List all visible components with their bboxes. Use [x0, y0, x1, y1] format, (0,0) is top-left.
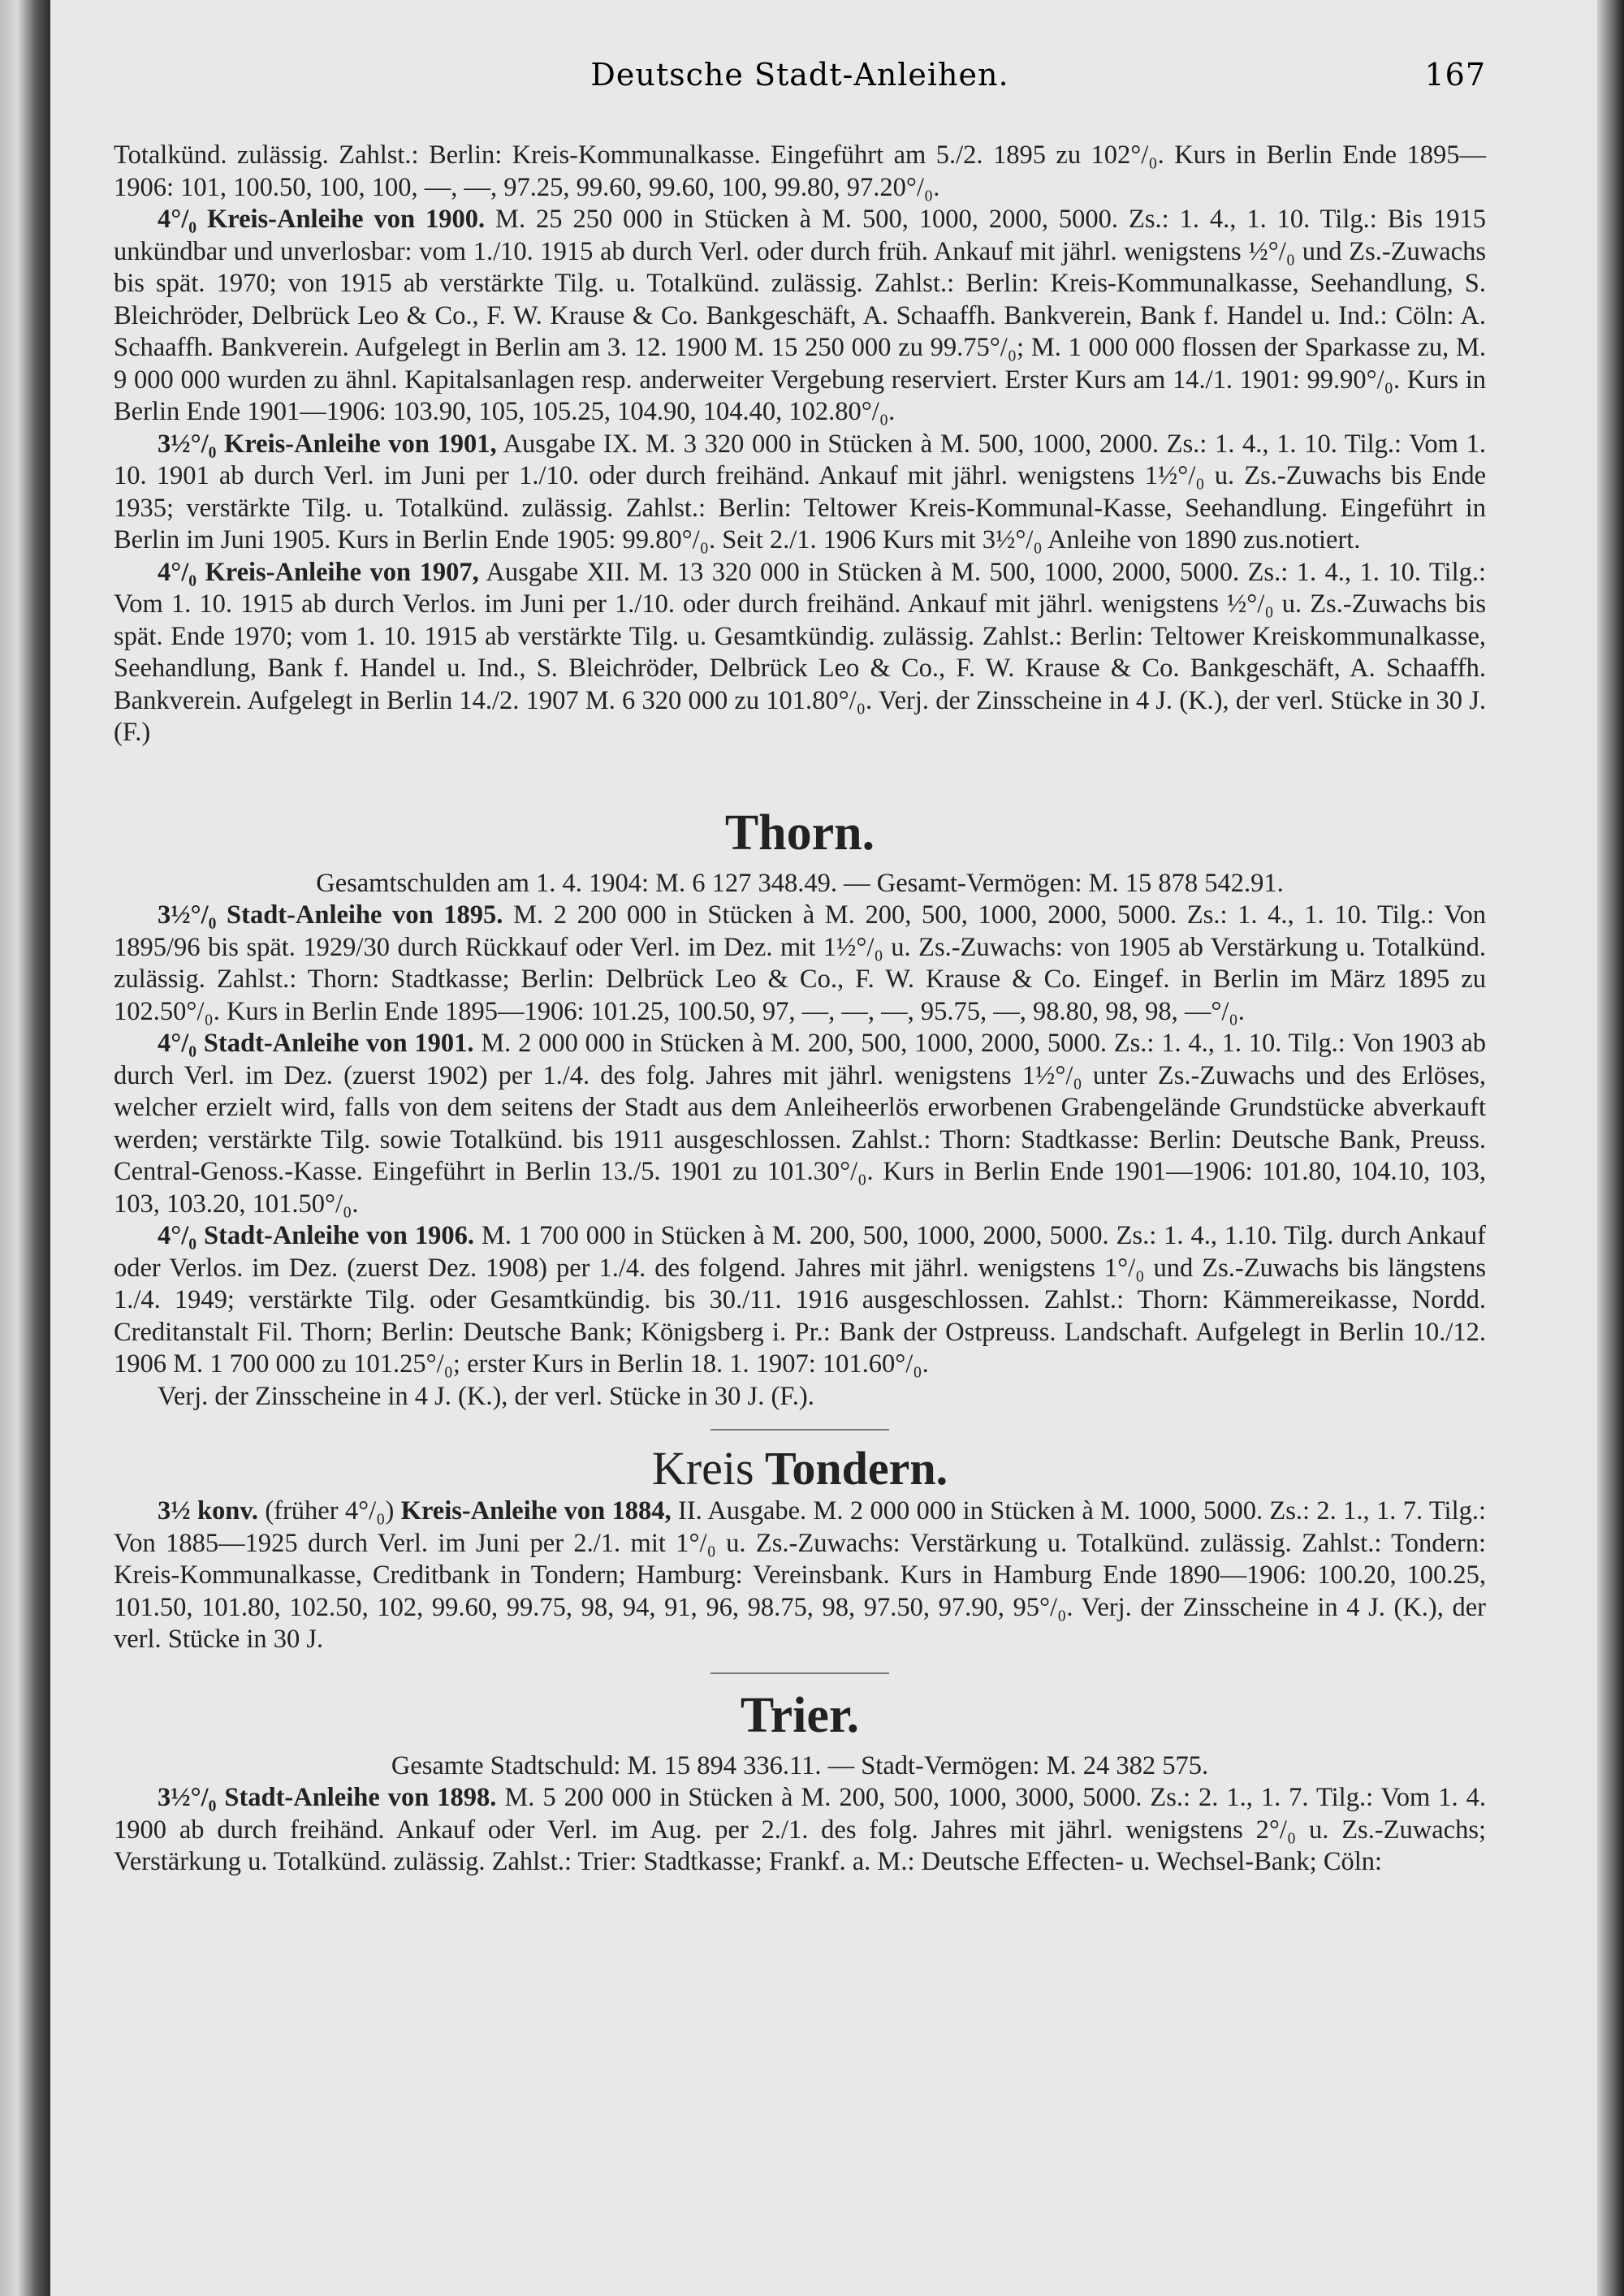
header-title: Deutsche Stadt-Anleihen.: [590, 57, 1009, 93]
paragraph: [114, 429, 1486, 557]
paragraph: [114, 1220, 1486, 1381]
paragraph: [114, 1782, 1486, 1879]
bond-title: 4°/₀ Kreis-Anleihe von 1900.: [158, 205, 486, 234]
bond-details: M. 1 700 000 in Stücken à M. 200, 500, 1000, 2000, 5000. Zs.: 1. 4., 1.10. Tilg. durch Ankauf oder Verlos. im Dez. (zuerst Dez. 1908) per 1./4. des folgend. Jahres mit jährl. wenigstens 1°/₀ und Zs.-Zuwachs bis längstens 1./4. 1949; verstärkte Tilg. oder Gesamtkündig. bis 30./11. 1916 ausgeschlossen. Zahlst.: Thorn: Kämmereikasse, Nordd. Creditanstalt Fil. Thorn; Berlin: Deutsche Bank; Königsberg i. Pr.: Bank der Ostpreuss. Landschaft. Aufgelegt in Berlin 10./12. 1906 M. 1 700 000 zu 101.25°/₀; erster Kurs in Berlin 18. 1. 1907: 101.60°/₀.: [114, 1221, 1487, 1379]
bond-details: Ausgabe IX. M. 3 320 000 in Stücken à M. 500, 1000, 2000. Zs.: 1. 4., 1. 10. Tilg.: Vom 1. 10. 1901 ab durch Verl. im Juni per 1./10. oder durch freihänd. Ankauf mit jährl. wenigstens 1½°/₀ u. Zs.-Zuwachs bis Ende 1935; verstärkte Tilg. u. Totalkünd. zulässig. Zahlst.: Berlin: Teltower Kreis-Kommunal-Kasse, Seehandlung. Eingeführt in Berlin im Juni 1905. Kurs in Berlin Ende 1905: 99.80°/₀. Seit 2./1. 1906 Kurs mit 3½°/₀ Anleihe von 1890 zus.notiert.: [114, 429, 1486, 555]
section-heading: Trier.: [740, 1687, 860, 1743]
bond-details: M. 2 000 000 in Stücken à M. 200, 500, 1000, 2000, 5000. Zs.: 1. 4., 1. 10. Tilg.: Von 1903 ab durch Verl. im Dez. (zuerst 1902) per 1./4. des folg. Jahres mit jährl. wenigstens 1½°/₀ unter Zs.-Zuwachs und des Erlöses, welcher erzielt wird, falls von dem seitens der Stadt aus dem Anleiheerlös erworbenen Grabengelände Grundstücke abverkauft werden; verstärkte Tilg. sowie Totalkünd. bis 1911 ausgeschlossen. Zahlst.: Thorn: Stadtkasse: Berlin: Deutsche Bank, Preuss. Central-Genoss.-Kasse. Eingeführt in Berlin 13./5. 1901 zu 101.30°/₀. Kurs in Berlin Ende 1901—1906: 101.80, 104.10, 103, 103, 103.20, 101.50°/₀.: [114, 1029, 1486, 1219]
paragraph: Totalkünd. zulässig. Zahlst.: Berlin: Kreis-Kommunalkasse. Eingeführt am 5./2. 1895 zu 102°/₀. Kurs in Berlin Ende 1895—1906: 101, 100.50, 100, 100, —, —, 97.25, 99.60, 99.60, 100, 99.80, 97.20°/₀.: [114, 140, 1486, 202]
bond-details: M. 5 200 000 in Stücken à M. 200, 500, 1000, 3000, 5000. Zs.: 2. 1., 1. 7. Tilg.: Vom 1. 4. 1900 ab durch freihänd. Ankauf oder Verl. im Aug. per 2./1. des folg. Jahres mit jährl. wenigstens 2°/₀ u. Zs.-Zuwachs; Verstärkung u. Totalkünd. zulässig. Zahlst.: Trier: Stadtkasse; Frankf. a. M.: Deutsche Effecten- u. Wechsel-Bank; Cöln:: [114, 1783, 1487, 1876]
section-heading: [114, 1442, 1486, 1495]
bond-details: Ausgabe XII. M. 13 320 000 in Stücken à M. 500, 1000, 2000, 5000. Zs.: 1. 4., 1. 10. Tilg.: Vom 1. 10. 1915 ab durch Verlos. im Juni per 1./10. oder durch freihänd. Ankauf mit jährl. wenigstens ½°/₀ u. Zs.-Zuwachs bis spät. Ende 1970; vom 1. 10. 1915 ab verstärkte Tilg. u. Gesamtkündig. zulässig. Zahlst.: Berlin: Teltower Kreiskommunalkasse, Seehandlung, Bank f. Handel u. Ind., S. Bleichröder, Delbrück Leo & Co., F. W. Krause & Co. Bankgeschäft, A. Schaaffh. Bankverein. Aufgelegt in Berlin 14./2. 1907 M. 6 320 000 zu 101.80°/₀. Verj. der Zinsscheine in 4 J. (K.), der verl. Stücke in 30 J. (F.): [114, 557, 1487, 747]
bond-title: 3½°/₀ Kreis-Anleihe von 1901,: [158, 429, 497, 459]
page-body: [114, 140, 1486, 1879]
paragraph: [114, 900, 1486, 1028]
running-header: [114, 57, 1486, 93]
bond-details: M. 25 250 000 in Stücken à M. 500, 1000, 2000, 5000. Zs.: 1. 4., 1. 10. Tilg.: Bis 1915 unkündbar und unverlosbar: vom 1./10. 1915 ab durch Verl. oder durch früh. Ankauf mit jährl. wenigstens ½°/₀ und Zs.-Zuwachs bis spät. 1970; von 1915 ab verstärkte Tilg. u. Totalkünd. zulässig. Zahlst.: Berlin: Kreis-Kommunalkasse, Seehandlung, S. Bleichröder, Delbrück Leo & Co., F. W. Krause & Co. Bankgeschäft, A. Schaaffh. Bankverein, Bank f. Handel u. Ind.: Cöln: A. Schaaffh. Bankverein. Aufgelegt in Berlin am 3. 12. 1900 M. 15 250 000 zu 99.75°/₀; M. 1 000 000 flossen der Sparkasse zu, M. 9 000 000 wurden zu ähnl. Kapitalsanlagen resp. anderweiter Vergebung reserviert. Erster Kurs am 14./1. 1901: 99.90°/₀. Kurs in Berlin Ende 1901—1906: 103.90, 105, 105.25, 104.90, 104.40, 102.80°/₀.: [114, 205, 1486, 426]
section-divider: [710, 1429, 889, 1431]
section-trier: [114, 1687, 1486, 1879]
section-summary: Gesamte Stadtschuld: M. 15 894 336.11. — Stadt-Vermögen: M. 24 382 575.: [391, 1750, 1209, 1780]
paragraph: [114, 557, 1486, 749]
bond-title: 4°/₀ Kreis-Anleihe von 1907,: [158, 557, 479, 587]
section-teltow: [114, 140, 1486, 749]
section-summary: Gesamtschulden am 1. 4. 1904: M. 6 127 348.49. — Gesamt-Vermögen: M. 15 878 542.91.: [316, 868, 1284, 898]
bond-title: Kreis-Anleihe von 1884,: [400, 1496, 672, 1526]
heading-name: Tondern.: [764, 1442, 948, 1495]
bond-details: M. 2 200 000 in Stücken à M. 200, 500, 1000, 2000, 5000. Zs.: 1. 4., 1. 10. Tilg.: Von 1895/96 bis spät. 1929/30 durch Rückkauf oder Verl. im Dez. mit 1½°/₀ u. Zs.-Zuwachs: von 1905 ab Verstärkung u. Totalkünd. zulässig. Zahlst.: Thorn: Stadtkasse; Berlin: Delbrück Leo & Co., F. W. Krause & Co. Eingef. in Berlin im März 1895 zu 102.50°/₀. Kurs in Berlin Ende 1895—1906: 101.25, 100.50, 97, —, —, —, 95.75, —, 98.80, 98, 98, —°/₀.: [114, 900, 1487, 1026]
section-thorn: [114, 805, 1486, 1431]
bond-title: 3½°/₀ Stadt-Anleihe von 1895.: [158, 900, 503, 930]
bond-title: 3½ konv.: [158, 1496, 258, 1526]
bond-details: II. Ausgabe. M. 2 000 000 in Stücken à M. 1000, 5000. Zs.: 2. 1., 1. 7. Tilg.: Von 1885—1925 durch Verl. im Juni per 2./1. mit 1°/₀ u. Zs.-Zuwachs: Verstärkung u. Totalkünd. zulässig. Zahlst.: Tondern: Kreis-Kommunalkasse, Creditbank in Tondern; Hamburg: Vereinsbank. Kurs in Hamburg Ende 1890—1906: 100.20, 100.25, 101.50, 101.80, 102.50, 102, 99.60, 99.75, 98, 94, 91, 96, 98.75, 98, 97.50, 97.90, 95°/₀. Verj. der Zinsscheine in 4 J. (K.), der verl. Stücke in 30 J.: [114, 1496, 1487, 1654]
bond-title: 4°/₀ Stadt-Anleihe von 1901.: [158, 1029, 474, 1058]
section-heading: Thorn.: [724, 805, 875, 861]
book-gutter: [0, 0, 50, 2296]
section-divider: [710, 1672, 889, 1674]
section-tondern: [114, 1442, 1486, 1674]
bond-note: (früher 4°/₀): [265, 1496, 395, 1526]
page-edge: [1597, 0, 1624, 2296]
paragraph: [114, 1495, 1486, 1656]
paragraph: [114, 204, 1486, 429]
page-number: 167: [1424, 57, 1486, 93]
bond-title: 3½°/₀ Stadt-Anleihe von 1898.: [158, 1783, 497, 1812]
heading-prefix: Kreis: [651, 1442, 754, 1495]
paragraph: [114, 1028, 1486, 1220]
paragraph: Verj. der Zinsscheine in 4 J. (K.), der verl. Stücke in 30 J. (F.).: [158, 1381, 814, 1411]
bond-title: 4°/₀ Stadt-Anleihe von 1906.: [158, 1221, 474, 1250]
